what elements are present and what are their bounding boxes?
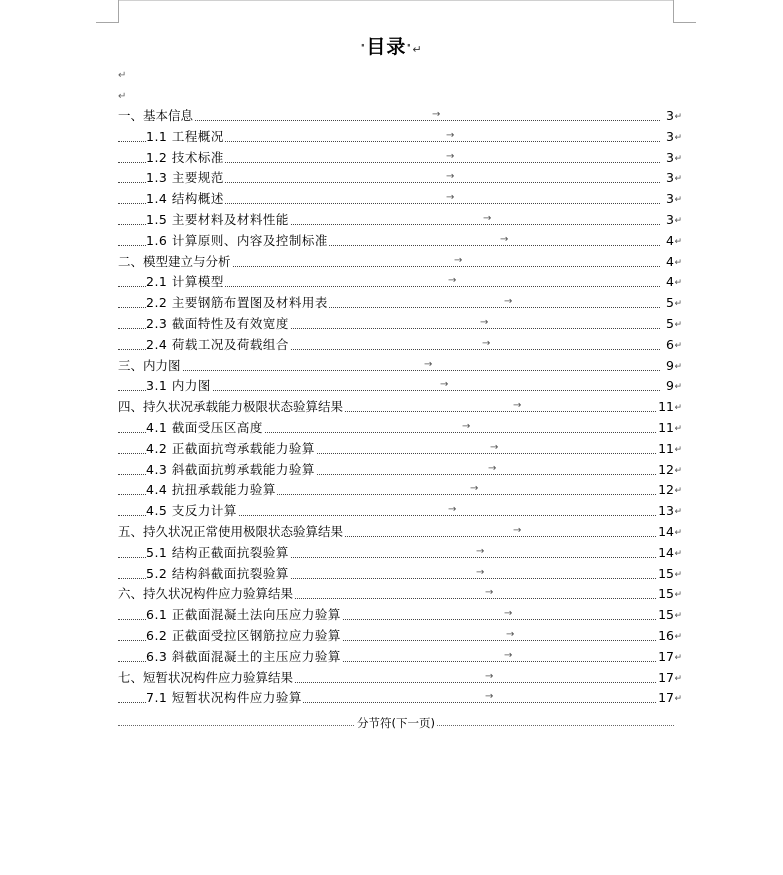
tab-arrow-icon: → [504,608,513,620]
tab-arrow-icon: → [446,150,455,162]
toc-entry[interactable] [118,564,682,585]
toc-entry-page[interactable]: 9 [665,356,674,377]
paragraph-mark-icon: ↵ [674,548,682,559]
paragraph-mark-icon: ↵ [674,611,682,622]
toc-entry-page[interactable]: 16 [657,626,674,647]
table-of-contents [118,106,682,709]
toc-entry-page[interactable]: 4 [665,272,674,293]
toc-entry-page[interactable]: 12 [657,480,674,501]
paragraph-mark-icon: ↵ [674,465,682,476]
tab-arrow-icon: → [446,129,455,141]
toc-entry-label[interactable]: 4.4 抗扭承载能力验算 [146,480,277,501]
tab-arrow-icon: → [448,275,457,287]
paragraph-mark-icon: ↵ [674,569,682,580]
tab-arrow-icon: → [482,337,491,349]
paragraph-mark-icon: ↵ [674,299,682,310]
toc-entry-label[interactable]: 六、持久状况构件应力验算结果 [118,584,294,605]
toc-entry[interactable] [118,356,682,377]
toc-entry-label[interactable]: 7.1 短暂状况构件应力验算 [146,688,303,709]
paragraph-mark-icon: ↵ [674,236,682,247]
paragraph-mark-icon: ↵ [674,382,682,393]
tab-arrow-icon: → [513,524,522,536]
toc-entry-label[interactable]: 6.3 斜截面混凝土的主压应力验算 [146,647,342,668]
toc-entry[interactable] [118,460,682,481]
toc-entry-page[interactable]: 3 [665,148,674,169]
paragraph-mark-icon: ↵ [118,91,127,102]
paragraph-mark-icon: ↵ [412,43,423,56]
toc-entry-label[interactable]: 4.1 截面受压区高度 [146,418,264,439]
toc-entry[interactable] [118,168,682,189]
toc-entry[interactable] [118,252,682,273]
toc-entry-page[interactable]: 14 [657,543,674,564]
paragraph-mark-icon: ↵ [674,257,682,268]
toc-entry-label[interactable]: 1.1 工程概况 [146,127,225,148]
toc-entry-page[interactable]: 5 [665,293,674,314]
paragraph-mark-icon: ↵ [674,486,682,497]
toc-entry-page[interactable]: 14 [657,522,674,543]
paragraph-mark-icon: ↵ [674,652,682,663]
toc-entry-label[interactable]: 1.3 主要规范 [146,168,225,189]
toc-entry[interactable] [118,418,682,439]
toc-entry-label[interactable]: 二、模型建立与分析 [118,252,232,273]
toc-entry-page[interactable]: 13 [657,501,674,522]
tab-arrow-icon: → [440,379,449,391]
paragraph-mark-icon: ↵ [674,174,682,185]
toc-entry[interactable] [118,501,682,522]
toc-entry-label[interactable]: 1.4 结构概述 [146,189,225,210]
paragraph-mark-icon: ↵ [674,444,682,455]
paragraph-mark-icon: ↵ [674,631,682,642]
toc-entry-label[interactable]: 4.3 斜截面抗剪承载能力验算 [146,460,316,481]
toc-entry-label[interactable]: 4.2 正截面抗弯承载能力验算 [146,439,316,460]
toc-entry-label[interactable]: 1.5 主要材料及材料性能 [146,210,290,231]
toc-entry-label[interactable]: 5.2 结构斜截面抗裂验算 [146,564,290,585]
toc-entry-label[interactable]: 2.2 主要钢筋布置图及材料用表 [146,293,329,314]
tab-arrow-icon: → [448,504,457,516]
tab-arrow-icon: → [485,587,494,599]
dot-leader [118,370,660,371]
toc-entry[interactable] [118,688,682,709]
toc-entry[interactable] [118,376,682,397]
toc-entry-page[interactable]: 17 [657,668,674,689]
toc-entry-page[interactable]: 4 [665,252,674,273]
toc-entry-label[interactable]: 3.1 内力图 [146,376,212,397]
toc-entry[interactable] [118,668,682,689]
tab-arrow-icon: → [488,462,497,474]
toc-entry[interactable] [118,439,682,460]
toc-entry[interactable] [118,647,682,668]
toc-entry-page[interactable]: 15 [657,605,674,626]
paragraph-mark-icon: ↵ [674,423,682,434]
toc-entry[interactable] [118,605,682,626]
paragraph-mark-icon: ↵ [674,278,682,289]
toc-entry-page[interactable]: 5 [665,314,674,335]
tab-arrow-icon: → [480,316,489,328]
toc-entry[interactable] [118,272,682,293]
paragraph-mark-icon: ↵ [674,340,682,351]
tab-arrow-icon: → [504,296,513,308]
toc-entry-page[interactable]: 15 [657,564,674,585]
tab-arrow-icon: → [485,670,494,682]
toc-entry-page[interactable]: 6 [665,335,674,356]
tab-arrow-icon: → [485,691,494,703]
tab-arrow-icon: → [446,171,455,183]
toc-entry-label[interactable]: 七、短暂状况构件应力验算结果 [118,668,294,689]
toc-entry-page[interactable]: 11 [657,397,674,418]
toc-entry-page[interactable]: 3 [665,210,674,231]
toc-entry-page[interactable]: 17 [657,647,674,668]
toc-entry[interactable] [118,397,682,418]
paragraph-mark-icon: ↵ [674,112,682,122]
paragraph-mark-icon: ↵ [674,527,682,538]
paragraph-mark-icon: ↵ [674,215,682,226]
toc-entry-label[interactable]: 1.2 技术标准 [146,148,225,169]
toc-entry[interactable] [118,231,682,252]
page-title[interactable] [0,32,783,59]
toc-entry[interactable] [118,106,682,127]
space-mark: · [406,39,413,54]
toc-entry-label[interactable]: 2.1 计算模型 [146,272,225,293]
toc-entry-page[interactable]: 9 [665,376,674,397]
paragraph-mark-icon: ↵ [674,507,682,518]
tab-arrow-icon: → [506,628,515,640]
toc-entry[interactable] [118,210,682,231]
toc-entry-page[interactable]: 3 [665,168,674,189]
crop-mark-top-right [673,0,696,23]
toc-entry-label[interactable]: 四、持久状况承载能力极限状态验算结果 [118,397,344,418]
toc-entry-label[interactable]: 5.1 结构正截面抗裂验算 [146,543,290,564]
tab-arrow-icon: → [476,566,485,578]
toc-entry-label[interactable]: 1.6 计算原则、内容及控制标准 [146,231,329,252]
crop-mark-top-left [96,0,119,23]
toc-entry-page[interactable]: 11 [657,418,674,439]
toc-entry-label[interactable]: 一、基本信息 [118,106,194,127]
toc-entry-page[interactable]: 3 [665,106,674,127]
toc-entry-page[interactable]: 11 [657,439,674,460]
toc-entry-page[interactable]: 17 [657,688,674,709]
tab-arrow-icon: → [500,233,509,245]
tab-arrow-icon: → [470,483,479,495]
title-text: 目录 [366,36,407,58]
section-break-label: 分节符(下一页) [357,716,435,730]
toc-entry-label[interactable]: 三、内力图 [118,356,182,377]
toc-entry[interactable] [118,293,682,314]
toc-entry[interactable] [118,584,682,605]
toc-entry-label[interactable]: 五、持久状况正常使用极限状态验算结果 [118,522,344,543]
paragraph-mark-icon: ↵ [674,132,682,143]
toc-entry[interactable] [118,189,682,210]
toc-entry-page[interactable]: 15 [657,584,674,605]
page-top-edge [119,0,673,1]
empty-paragraph[interactable] [118,70,126,81]
dot-leader [118,120,660,121]
paragraph-mark-icon: ↵ [674,195,682,206]
toc-entry[interactable] [118,127,682,148]
paragraph-mark-icon: ↵ [674,153,682,164]
toc-entry-label[interactable]: 6.2 正截面受拉区钢筋拉应力验算 [146,626,342,647]
tab-arrow-icon: → [462,420,471,432]
toc-entry-page[interactable]: 4 [665,231,674,252]
toc-entry[interactable] [118,314,682,335]
tab-arrow-icon: → [513,400,522,412]
paragraph-mark-icon: ↵ [118,70,127,81]
tab-arrow-icon: → [424,358,433,370]
toc-entry-label[interactable]: 4.5 支反力计算 [146,501,238,522]
toc-entry-label[interactable]: 2.4 荷载工况及荷载组合 [146,335,290,356]
toc-entry[interactable] [118,626,682,647]
toc-entry-label[interactable]: 6.1 正截面混凝土法向压应力验算 [146,605,342,626]
tab-arrow-icon: → [476,545,485,557]
toc-entry[interactable] [118,335,682,356]
paragraph-mark-icon: ↵ [674,694,682,705]
tab-arrow-icon: → [483,212,492,224]
toc-entry-page[interactable]: 3 [665,127,674,148]
paragraph-mark-icon: ↵ [674,361,682,372]
tab-arrow-icon: → [504,649,513,661]
empty-paragraph[interactable] [118,91,126,102]
section-break[interactable] [118,713,674,733]
toc-entry-page[interactable]: 3 [665,189,674,210]
paragraph-mark-icon: ↵ [674,673,682,684]
toc-entry[interactable] [118,480,682,501]
paragraph-mark-icon: ↵ [674,319,682,330]
tab-arrow-icon: → [432,109,441,120]
tab-arrow-icon: → [490,441,499,453]
toc-entry[interactable] [118,522,682,543]
tab-arrow-icon: → [446,192,455,204]
toc-entry[interactable] [118,148,682,169]
paragraph-mark-icon: ↵ [674,403,682,414]
toc-entry[interactable] [118,543,682,564]
toc-entry-page[interactable]: 12 [657,460,674,481]
paragraph-mark-icon: ↵ [674,590,682,601]
tab-arrow-icon: → [454,254,463,266]
space-mark: · [360,39,367,54]
toc-entry-label[interactable]: 2.3 截面特性及有效宽度 [146,314,290,335]
